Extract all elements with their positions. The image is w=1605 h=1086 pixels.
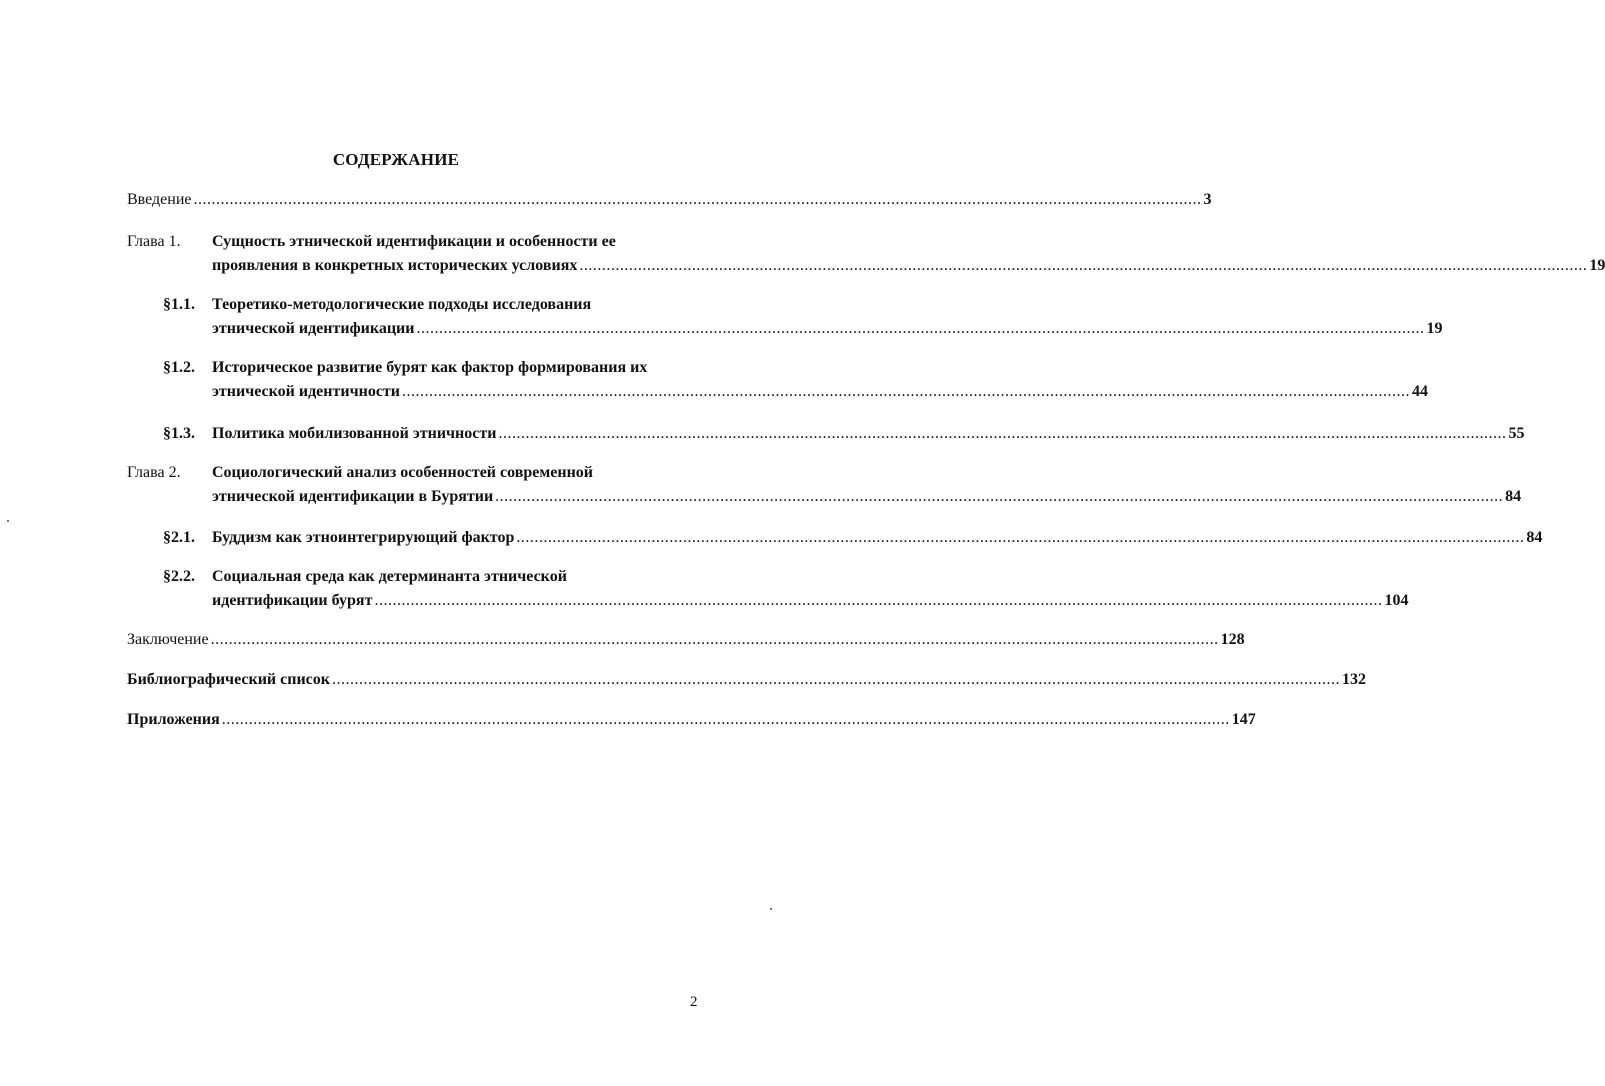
toc-page-number: 3 bbox=[1203, 191, 1212, 208]
toc-entry-text: этнической идентификации bbox=[212, 320, 415, 337]
chapter-label: Глава 1. bbox=[127, 233, 181, 250]
dot-leader: ................................................................................................................................................................................................................................ bbox=[416, 320, 1425, 337]
toc-entry-text: этнической идентификации в Бурятии bbox=[212, 488, 494, 505]
page-number: 2 bbox=[690, 994, 698, 1010]
toc-entry-chapter2-line1[interactable]: Социологический анализ особенностей современной bbox=[212, 464, 594, 481]
toc-entry-text: идентификации бурят bbox=[212, 592, 373, 609]
toc-page-number: 104 bbox=[1384, 592, 1409, 609]
toc-page-number: 147 bbox=[1231, 711, 1256, 728]
toc-entry-chapter2[interactable] bbox=[212, 485, 1522, 509]
toc-page-number: 84 bbox=[1505, 488, 1522, 505]
page-title: СОДЕРЖАНИЕ bbox=[332, 150, 460, 169]
toc-page-number: 55 bbox=[1508, 425, 1525, 442]
section-label: §2.2. bbox=[163, 568, 195, 585]
toc-entry-appendix[interactable] bbox=[127, 708, 1256, 732]
toc-entry-text: Заключение bbox=[127, 631, 209, 648]
toc-entry-s13[interactable] bbox=[212, 422, 1525, 446]
toc-entry-s11[interactable] bbox=[212, 317, 1443, 341]
toc-entry-s12[interactable] bbox=[212, 380, 1428, 404]
dot-leader: ................................................................................................................................................................................................................................ bbox=[495, 488, 1504, 505]
toc-entry-conclusion[interactable] bbox=[127, 628, 1245, 652]
toc-entry-text: Введение bbox=[127, 191, 192, 208]
toc-entry-introduction[interactable] bbox=[127, 188, 1212, 212]
section-label: §1.1. bbox=[163, 296, 195, 313]
section-label: §1.3. bbox=[163, 425, 195, 442]
dot-leader: ................................................................................................................................................................................................................................ bbox=[193, 191, 1202, 208]
toc-entry-text: Приложения bbox=[127, 711, 220, 728]
toc-entry-s22[interactable] bbox=[212, 589, 1409, 613]
dot-leader: ................................................................................................................................................................................................................................ bbox=[516, 529, 1525, 546]
section-label: §1.2. bbox=[163, 359, 195, 376]
toc-entry-text: проявления в конкретных исторических условиях bbox=[212, 257, 578, 274]
toc-page-number: 84 bbox=[1526, 529, 1543, 546]
toc-entry-text: этнической идентичности bbox=[212, 383, 400, 400]
toc-entry-s12-line1[interactable]: Историческое развитие бурят как фактор формирования их bbox=[212, 359, 648, 376]
scan-speck bbox=[7, 520, 9, 522]
toc-page-number: 19 bbox=[1426, 320, 1443, 337]
dot-leader: ................................................................................................................................................................................................................................ bbox=[579, 257, 1588, 274]
toc-entry-s11-line1[interactable]: Теоретико-методологические подходы исследования bbox=[212, 296, 592, 313]
toc-page-number: 44 bbox=[1412, 383, 1428, 400]
toc-entry-s21[interactable] bbox=[212, 526, 1543, 550]
toc-page-number: 132 bbox=[1341, 671, 1366, 688]
section-label: §2.1. bbox=[163, 529, 195, 546]
toc-page-number: 19 bbox=[1589, 257, 1605, 274]
dot-leader: ................................................................................................................................................................................................................................ bbox=[210, 631, 1219, 648]
toc-entry-text: Буддизм как этноинтегрирующий фактор bbox=[212, 529, 515, 546]
dot-leader: ................................................................................................................................................................................................................................ bbox=[374, 592, 1383, 609]
dot-leader: ................................................................................................................................................................................................................................ bbox=[331, 671, 1340, 688]
dot-leader: ................................................................................................................................................................................................................................ bbox=[498, 425, 1507, 442]
dot-leader: ................................................................................................................................................................................................................................ bbox=[221, 711, 1230, 728]
toc-entry-s22-line1[interactable]: Социальная среда как детерминанта этнической bbox=[212, 568, 567, 585]
dot-leader: ................................................................................................................................................................................................................................ bbox=[402, 383, 1410, 400]
toc-entry-bibliography[interactable] bbox=[127, 668, 1366, 692]
toc-entry-text: Политика мобилизованной этничности bbox=[212, 425, 497, 442]
chapter-label: Глава 2. bbox=[127, 464, 181, 481]
toc-entry-text: Библиографический список bbox=[127, 671, 330, 688]
toc-entry-chapter1-line1[interactable]: Сущность этнической идентификации и особенности ее bbox=[212, 233, 616, 250]
toc-entry-chapter1[interactable] bbox=[212, 254, 1605, 278]
toc-page-number: 128 bbox=[1220, 631, 1245, 648]
scan-speck bbox=[770, 908, 772, 910]
